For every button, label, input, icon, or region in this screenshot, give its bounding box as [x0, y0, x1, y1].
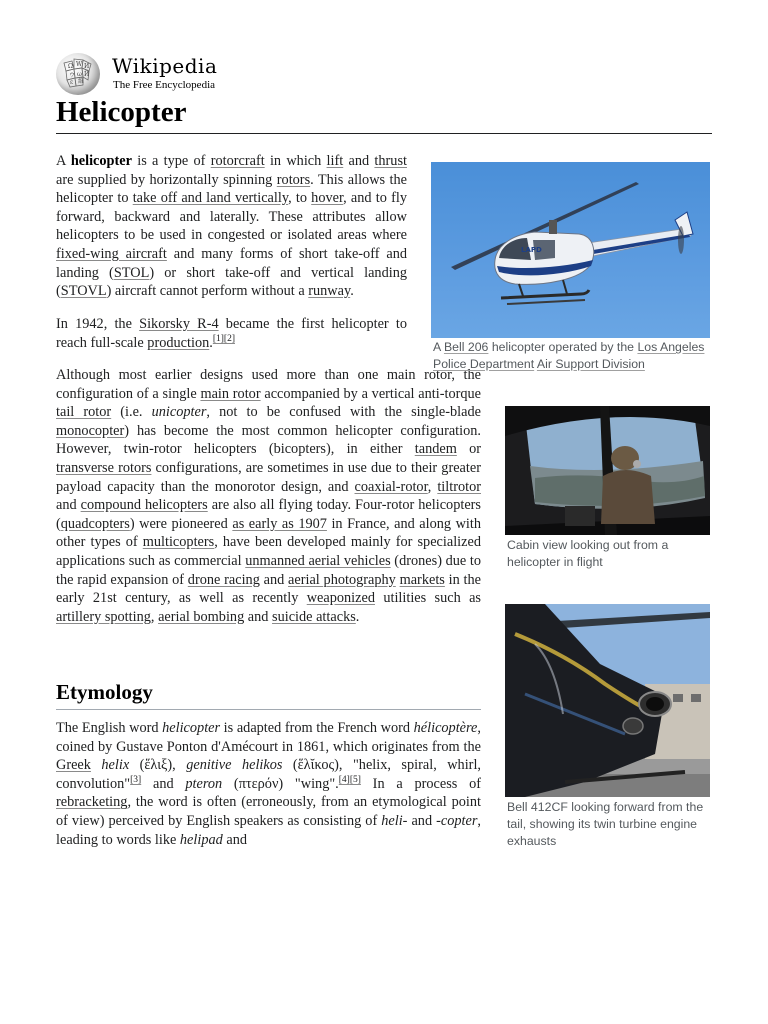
svg-text:ω: ω	[77, 71, 82, 78]
inline-link[interactable]: tiltrotor	[437, 478, 481, 495]
figure-caption-3: Bell 412CF looking forward from the tail, showing its twin turbine engine exhausts	[507, 800, 704, 848]
italic-term: heli-	[381, 812, 408, 829]
text-run: and	[141, 775, 186, 792]
text-run: in France, and along with other types of	[56, 515, 481, 551]
bell-412cf-image[interactable]	[505, 604, 710, 797]
italic-term: genitive	[186, 757, 232, 774]
text-run: . This allows the helicopter to	[56, 171, 408, 207]
inline-link[interactable]: take off and land vertically	[132, 190, 289, 207]
figure-caption-1: A Bell 206 helicopter operated by the Los Angeles Police Department Air Support Division	[433, 340, 705, 371]
inline-link[interactable]: drone racing	[187, 571, 260, 588]
text-run: , to	[288, 190, 312, 207]
inline-link[interactable]: rotors	[276, 171, 311, 188]
text-run: (i.e.	[111, 404, 152, 421]
inline-link[interactable]: multicopters	[142, 534, 215, 551]
svg-text:ε: ε	[70, 79, 74, 86]
text-run: ,	[427, 478, 438, 495]
svg-text:И: И	[84, 63, 90, 70]
text-run: and	[259, 571, 289, 588]
inline-link[interactable]: as early as 1907	[232, 515, 327, 532]
inline-link[interactable]: fixed-wing aircraft	[56, 245, 167, 262]
text-run: and	[343, 153, 375, 169]
text-run: ) or short take-off and vertical landing (	[56, 264, 407, 300]
caption-link-lapd[interactable]: Los Angeles Police Department	[433, 340, 705, 371]
bell-206-helicopter-image[interactable]	[431, 162, 710, 338]
inline-link[interactable]: tail rotor	[56, 404, 112, 421]
text-run: .	[350, 283, 354, 300]
text-run: utilities such as	[375, 590, 481, 607]
text-run: , and to fly forward, backward and laterally. These attributes allow helicopters to be used in congested or isolated areas where	[56, 190, 407, 244]
inline-link[interactable]: monocopter	[56, 422, 125, 439]
text-run	[231, 757, 241, 773]
inline-link[interactable]: artillery spotting	[56, 608, 151, 625]
italic-term: unicopter	[151, 404, 207, 421]
inline-link[interactable]: transverse rotors	[56, 459, 152, 476]
text-run: is adapted from the French word	[220, 720, 414, 736]
inline-link[interactable]: Sikorsky R-4	[139, 316, 219, 332]
inline-link[interactable]: STOVL	[60, 283, 107, 300]
inline-link[interactable]: runway	[308, 283, 351, 300]
text-run: (drones) due to the rapid expansion of	[56, 552, 481, 588]
italic-term: helicopter	[162, 720, 221, 736]
citation-link[interactable]: [3]	[130, 775, 142, 786]
citation-link[interactable]: [4]	[338, 775, 350, 786]
inline-link[interactable]: lift	[326, 153, 344, 169]
inline-link[interactable]: STOL	[113, 264, 150, 281]
text-run: (ἕλιξ),	[129, 757, 187, 774]
text-run	[91, 757, 101, 773]
text-run: and	[222, 831, 247, 848]
svg-text:W: W	[76, 61, 83, 68]
inline-link[interactable]: hover	[311, 190, 344, 207]
lead-paragraph-3	[56, 366, 481, 626]
citation-link[interactable]: [2]	[223, 333, 235, 344]
inline-link[interactable]: thrust	[374, 153, 407, 169]
etymology-heading: Etymology	[56, 680, 153, 704]
wikipedia-logo[interactable]	[56, 53, 256, 95]
inline-link[interactable]: production	[147, 334, 210, 351]
text-run: Although most earlier designs used more than one main rotor, the configuration of a single	[56, 367, 481, 402]
text-run: accompanied by a vertical anti-torque	[260, 385, 482, 402]
italic-term: -copter	[436, 812, 478, 829]
text-run: .	[209, 334, 213, 351]
citation	[224, 334, 235, 344]
text-run: ,	[150, 608, 159, 625]
text-run: and many forms of short take-off and landing (	[56, 245, 407, 281]
italic-term: pteron	[185, 775, 223, 792]
inline-link[interactable]: tandem	[414, 441, 457, 458]
text-run: , coined by Gustave Ponton d'Amécourt in 1861, which originates from the	[56, 720, 481, 755]
inline-link[interactable]: coaxial-rotor	[354, 478, 428, 495]
inline-link[interactable]: aerial bombing	[158, 608, 245, 625]
text-run: , have been developed mainly for specialized applications such as commercial	[56, 534, 481, 569]
text-run: is a type of	[131, 153, 211, 169]
bold-term: helicopter	[70, 153, 132, 169]
wikipedia-tagline: The Free Encyclopedia	[113, 79, 216, 91]
inline-link[interactable]: aerial photography	[288, 571, 396, 588]
text-run: (ἕλῐκος), "helix, spiral, whirl, convolution"	[56, 757, 481, 792]
text-run: (πτερόν) "wing".	[222, 775, 339, 792]
italic-term: hélicoptère	[413, 720, 478, 736]
svg-text:ウ: ウ	[69, 72, 76, 79]
lead-paragraph-1	[56, 152, 407, 301]
svg-text:維: 維	[78, 78, 85, 85]
text-run: in which	[264, 153, 327, 169]
svg-text:Ω: Ω	[68, 63, 73, 70]
text-run: , not to be confused with the single-blade	[206, 404, 481, 421]
citation	[130, 775, 141, 785]
caption-link-bell-206[interactable]: Bell 206	[443, 340, 489, 354]
text-run: ) aircraft cannot perform without a	[106, 283, 309, 300]
text-run: are supplied by horizontally spinning	[56, 171, 277, 188]
inline-link[interactable]: main rotor	[200, 385, 261, 402]
text-run: A	[56, 153, 71, 169]
citation	[350, 775, 361, 785]
svg-text:LAPD: LAPD	[521, 246, 542, 254]
italic-term: helipad	[179, 831, 223, 848]
text-run: ) has become the most common helicopter configuration. However, twin-rotor helicopters (bicopters), in either	[56, 422, 481, 458]
cabin-view-image[interactable]	[505, 406, 710, 535]
etymology-paragraph	[56, 719, 481, 849]
wikipedia-globe-icon	[56, 53, 100, 95]
text-run: The English word	[56, 720, 163, 736]
inline-link[interactable]: suicide attacks	[272, 608, 356, 625]
text-run: and	[407, 812, 437, 829]
inline-link[interactable]: unmanned aerial vehicles	[245, 552, 391, 569]
text-run: , leading to words like	[56, 812, 481, 848]
wikipedia-wordmark: Wikipedia	[112, 54, 218, 78]
text-run: and	[56, 497, 81, 514]
text-run: , the word is often (erroneously, from an etymological point of view) perceived by English speakers as consisting of	[56, 794, 481, 829]
inline-link[interactable]: markets	[399, 571, 445, 588]
text-run: in the early 21st century, as well as recently	[56, 571, 481, 607]
inline-link[interactable]: rebracketing	[56, 794, 128, 811]
figure-caption-2: Cabin view looking out from a helicopter in flight	[507, 538, 669, 569]
title-divider	[56, 133, 712, 134]
inline-link[interactable]: rotorcraft	[210, 153, 265, 169]
text-run: became the first helicopter to reach full-scale	[56, 316, 407, 351]
citation	[213, 334, 224, 344]
text-run: and	[244, 608, 273, 625]
italic-term: helix	[101, 757, 130, 774]
italic-term: helikos	[241, 757, 283, 774]
text-run: .	[355, 608, 360, 625]
text-run: or	[456, 441, 481, 458]
text-run: are also all flying today. Four-rotor helicopters (	[56, 497, 481, 532]
citation-link[interactable]: [1]	[212, 333, 224, 344]
text-run: ) were pioneered	[129, 515, 233, 532]
inline-link[interactable]: quadcopters	[60, 515, 130, 532]
inline-link[interactable]: compound helicopters	[80, 497, 208, 514]
text-run: In 1942, the	[56, 316, 140, 332]
svg-text:Й: Й	[84, 71, 90, 78]
lead-paragraph-2	[56, 315, 407, 352]
citation	[339, 775, 350, 785]
caption-link-air-support[interactable]: Air Support Division	[536, 357, 645, 371]
text-run: In a process of	[360, 775, 481, 792]
text-run: configurations, are sometimes in use due to their greater payload capacity than the monorotor design, and	[56, 459, 481, 495]
inline-link[interactable]: weaponized	[306, 590, 375, 607]
page-title: Helicopter	[56, 96, 187, 128]
inline-link[interactable]: Greek	[56, 757, 91, 774]
etymology-divider	[56, 709, 481, 710]
citation-link[interactable]: [5]	[349, 775, 361, 786]
